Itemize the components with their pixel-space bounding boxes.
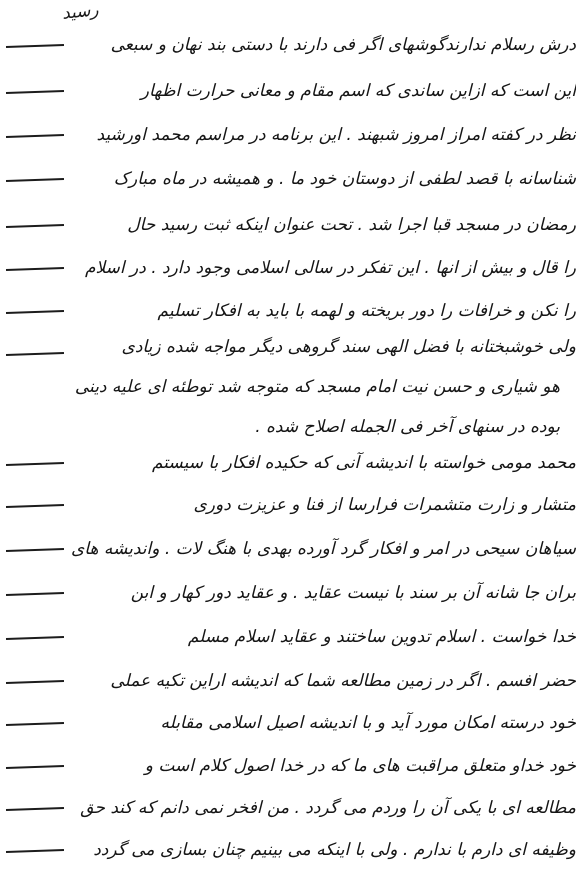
text-line-19: مطالعه ای با یکی آن را وردم می گردد . من افخر نمی دانم که کند حق [80, 798, 576, 818]
margin-note: رسید [61, 0, 100, 24]
text-line-15: خدا خواست . اسلام تدوین ساختند و عقاید اسلام مسلم [187, 627, 576, 647]
text-line-11: محمد مومی خواسته با اندیشه آنی که حکیده افکار با سیستم [151, 453, 576, 473]
text-line-14: بران جا شانه آن بر سند با نیست عقاید . و عقاید دور کهار و ابن [130, 583, 576, 603]
text-line-1: درش رسلام ندارندگوشهای اگر فی دارند با دستی بند نهان و سبعی [110, 35, 576, 55]
text-line-12: متشار و زارت متشمرات فرارسا از فنا و عزیزت دوری [193, 495, 576, 515]
text-line-10: بوده در سنهای آخر فی الجمله اصلاح شده . [255, 417, 560, 437]
text-line-8: ولی خوشبختانه با فضل الهی سند گروهی دیگر مواجه شده زیادی [121, 337, 576, 357]
text-line-16: حضر افسم . اگر در زمین مطالعه شما که اندیشه اراین تکیه عملی [110, 671, 576, 691]
text-line-5: رمضان در مسجد قبا اجرا شد . تحت عنوان اینکه ثبت رسید حال [127, 215, 576, 235]
text-line-17: خود درسته امکان مورد آید و با اندیشه اصیل اسلامی مقابله [160, 713, 576, 733]
text-line-3: نظر در کفته امراز امروز شبهند . این برنامه در مراسم محمد اورشید [96, 125, 576, 145]
text-line-9: هو شیاری و حسن نیت امام مسجد که متوجه شد توطئه ای علیه دینی [74, 377, 560, 397]
text-line-4: شناسانه با قصد لطفی از دوستان خود ما . و همیشه در ماه مبارک [113, 169, 576, 189]
text-line-2: این است که ازاین ساندی که اسم مقام و معانی حرارت اظهار [140, 81, 576, 101]
text-line-20: وظیفه ای دارم با ندارم . ولی با اینکه می بینیم چنان بسازی می گردد [93, 840, 576, 860]
text-line-6: را قال و بیش از انها . این تفکر در سالی اسلامی وجود دارد . در اسلام [85, 258, 576, 278]
text-line-13: سیاهان سیحی در امر و افکار گرد آورده بهدی با هنگ لات . واندیشه های [70, 539, 576, 559]
text-line-18: خود خداو متعلق مراقبت های ما که در خدا اصول کلام است و [144, 756, 576, 776]
text-line-7: را نکن و خرافات را دور بریخته و لهمه با باید به افکار تسلیم [157, 301, 576, 321]
